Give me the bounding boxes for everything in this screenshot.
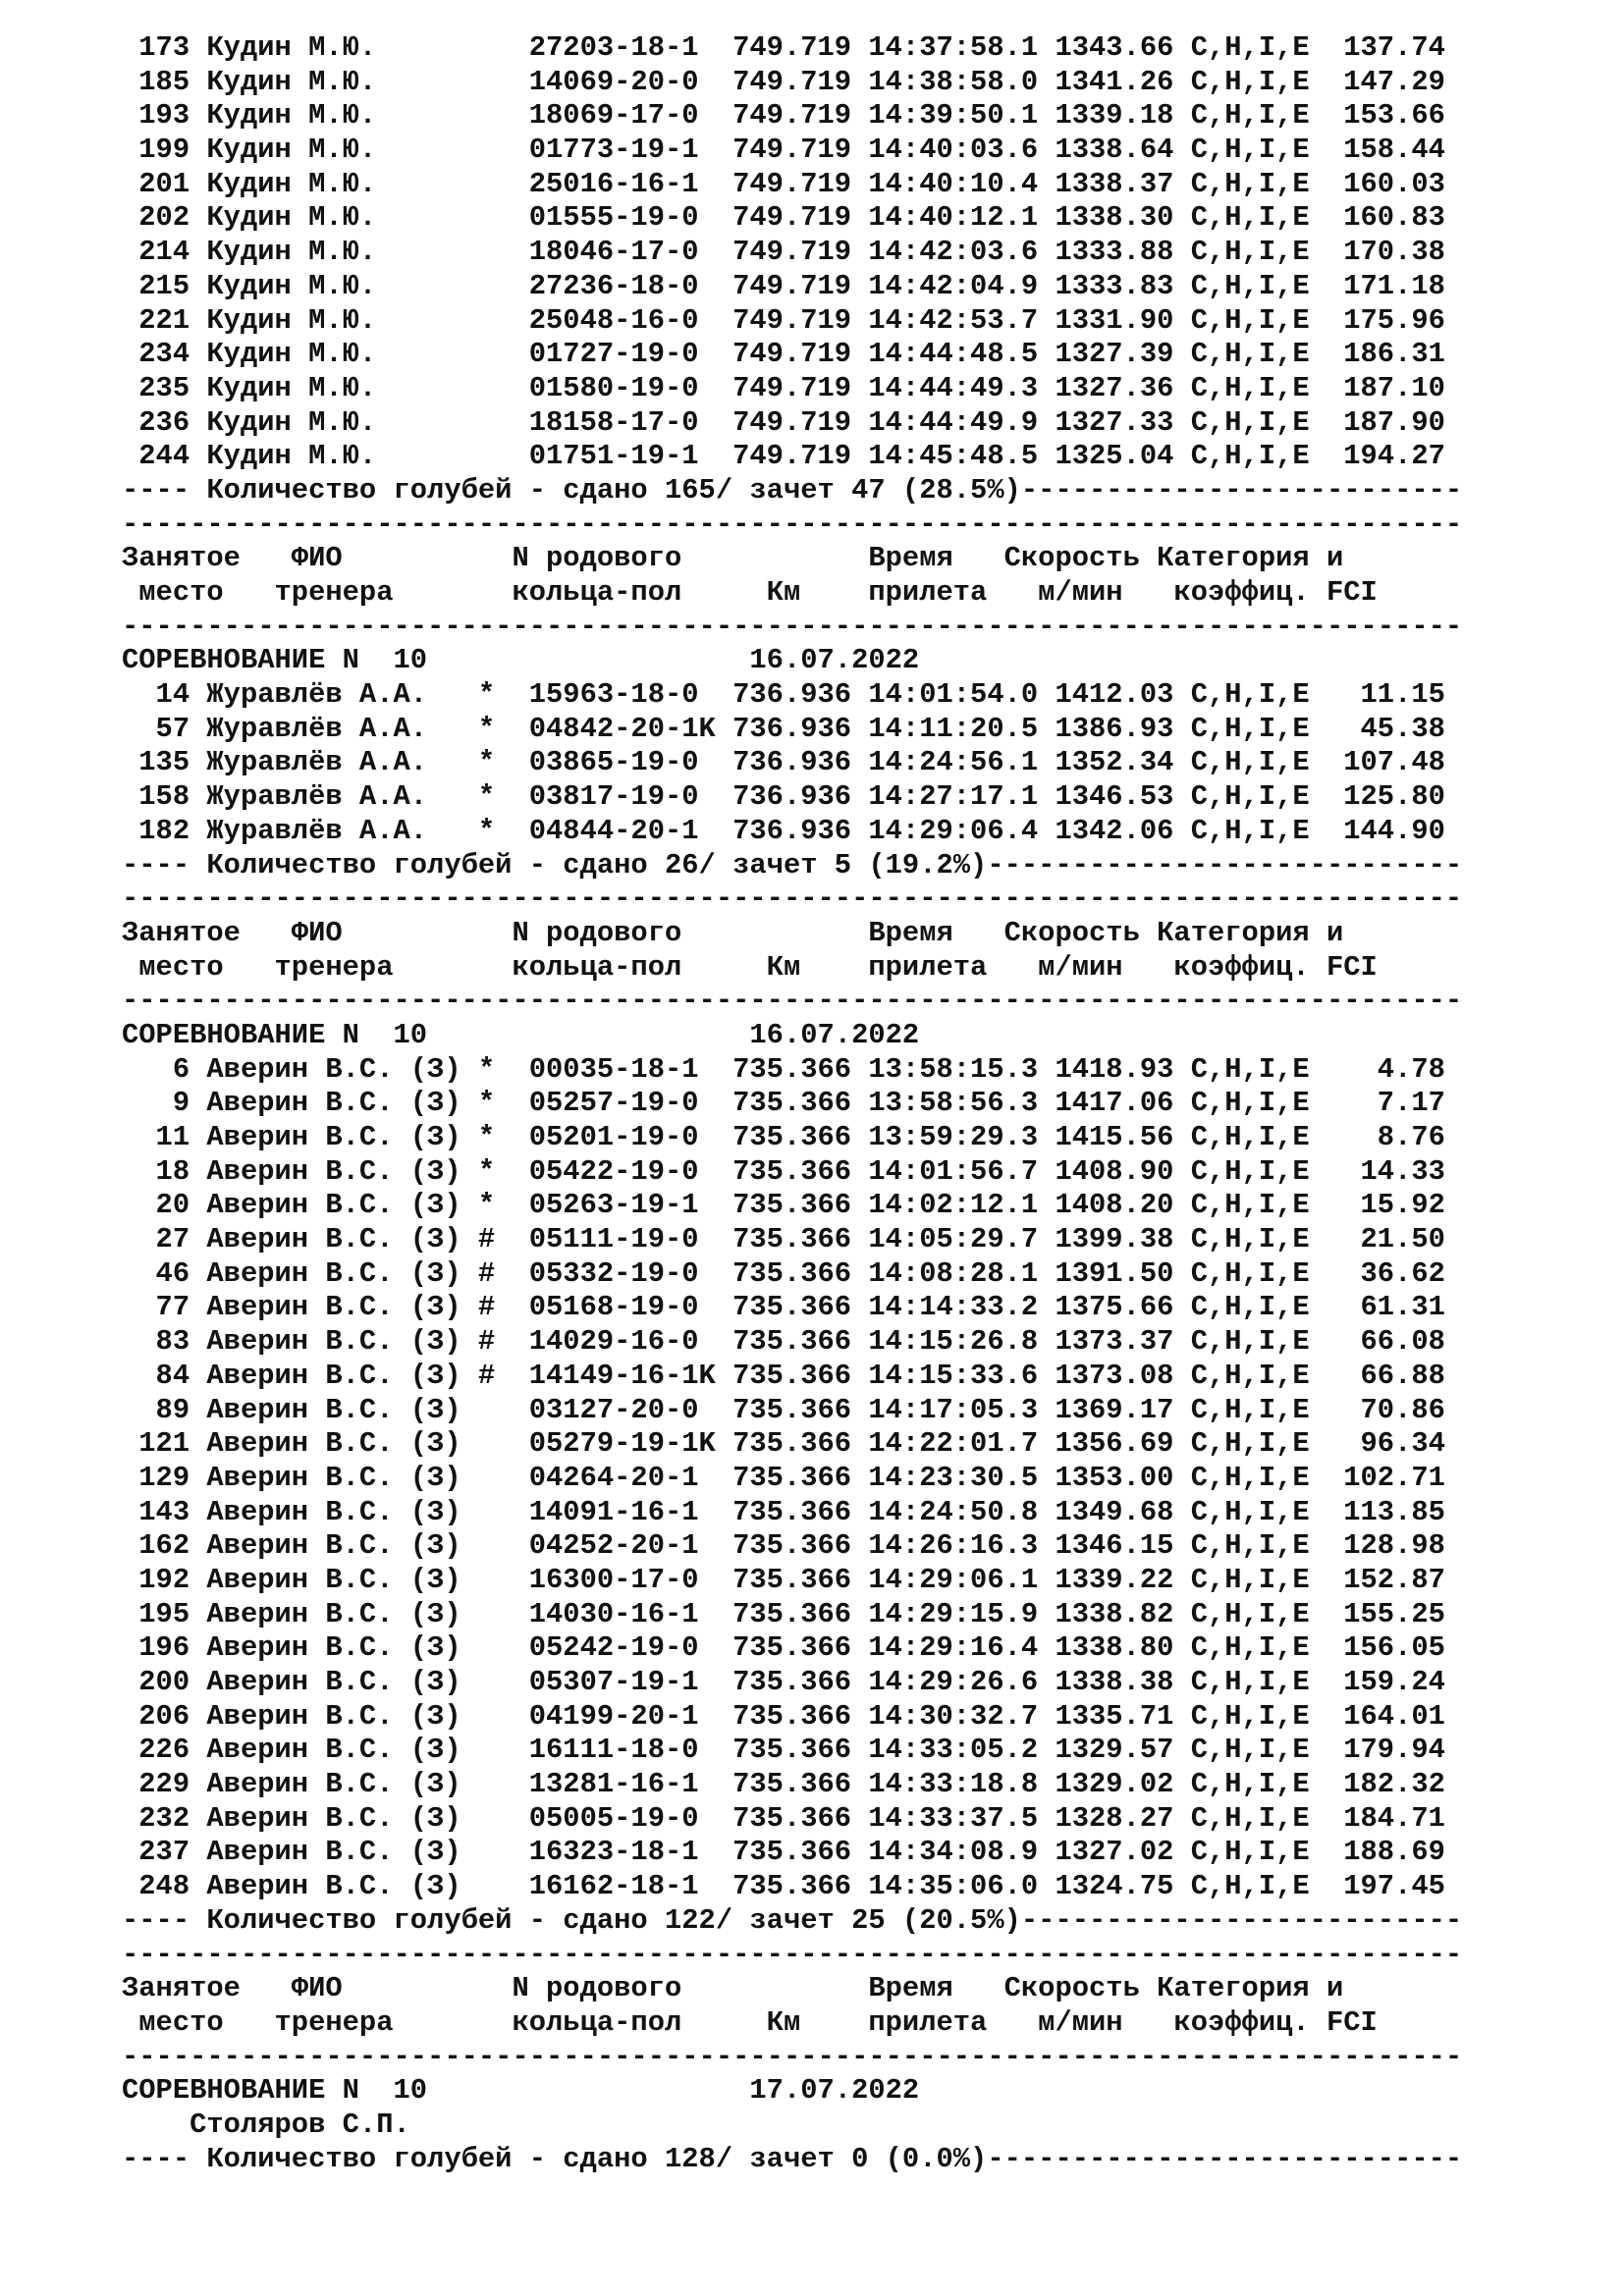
result-row: 192 Аверин В.С. (З) 16300-17-0 735.366 14:29:06.1 1339.22 C,H,I,E 152.87 (122, 1563, 1445, 1596)
separator-line: ------------------------------------------------------------------------------- (122, 1938, 1463, 1971)
participant-name: Столяров С.П. (122, 2108, 410, 2141)
result-row: 14 Журавлёв А.А. * 15963-18-0 736.936 14:01:54.0 1412.03 C,H,I,E 11.15 (122, 678, 1445, 712)
column-header-row-1: Занятое ФИО N родового Время Скорость Категория и (122, 916, 1344, 949)
result-row: 129 Аверин В.С. (З) 04264-20-1 735.366 14:23:30.5 1353.00 C,H,I,E 102.71 (122, 1461, 1445, 1494)
result-row: 248 Аверин В.С. (З) 16162-18-1 735.366 14:35:06.0 1324.75 C,H,I,E 197.45 (122, 1870, 1445, 1903)
column-header-row-1: Занятое ФИО N родового Время Скорость Категория и (122, 1972, 1344, 2005)
result-row: 226 Аверин В.С. (З) 16111-18-0 735.366 14:33:05.2 1329.57 C,H,I,E 179.94 (122, 1734, 1445, 1767)
summary-line: ---- Количество голубей - сдано 26/ зачет 5 (19.2%)---------------------------- (122, 848, 1463, 881)
result-row: 221 Кудин М.Ю. 25048-16-0 749.719 14:42:53.7 1331.90 C,H,I,E 175.96 (122, 303, 1445, 337)
summary-line: ---- Количество голубей - сдано 165/ зачет 47 (28.5%)-------------------------- (122, 473, 1463, 507)
summary-line: ---- Количество голубей - сдано 122/ зачет 25 (20.5%)-------------------------- (122, 1903, 1463, 1937)
separator-line: ------------------------------------------------------------------------------- (122, 985, 1463, 1018)
result-row: 9 Аверин В.С. (З) * 05257-19-0 735.366 13:58:56.3 1417.06 C,H,I,E 7.17 (122, 1087, 1445, 1120)
result-row: 237 Аверин В.С. (З) 16323-18-1 735.366 14:34:08.9 1327.02 C,H,I,E 188.69 (122, 1836, 1445, 1869)
summary-line: ---- Количество голубей - сдано 128/ зачет 0 (0.0%)---------------------------- (122, 2142, 1463, 2175)
result-row: 143 Аверин В.С. (З) 14091-16-1 735.366 14:24:50.8 1349.68 C,H,I,E 113.85 (122, 1495, 1445, 1528)
separator-line: ------------------------------------------------------------------------------- (122, 882, 1463, 916)
result-row: 235 Кудин М.Ю. 01580-19-0 749.719 14:44:49.3 1327.36 C,H,I,E 187.10 (122, 371, 1445, 404)
result-row: 244 Кудин М.Ю. 01751-19-1 749.719 14:45:48.5 1325.04 C,H,I,E 194.27 (122, 440, 1445, 473)
result-row: 173 Кудин М.Ю. 27203-18-1 749.719 14:37:58.1 1343.66 C,H,I,E 137.74 (122, 31, 1445, 64)
result-row: 206 Аверин В.С. (З) 04199-20-1 735.366 14:30:32.7 1335.71 C,H,I,E 164.01 (122, 1699, 1445, 1733)
result-row: 135 Журавлёв А.А. * 03865-19-0 736.936 14:24:56.1 1352.34 C,H,I,E 107.48 (122, 746, 1445, 779)
competition-title: СОРЕВНОВАНИЕ N 10 16.07.2022 (122, 644, 920, 677)
result-row: 89 Аверин В.С. (З) 03127-20-0 735.366 14:17:05.3 1369.17 C,H,I,E 70.86 (122, 1393, 1445, 1426)
result-row: 200 Аверин В.С. (З) 05307-19-1 735.366 14:29:26.6 1338.38 C,H,I,E 159.24 (122, 1666, 1445, 1698)
separator-line: ------------------------------------------------------------------------------- (122, 2040, 1463, 2073)
column-header-row-2: место тренера кольца-пол Км прилета м/мин коэффиц. FCI (122, 576, 1378, 609)
column-header-row-1: Занятое ФИО N родового Время Скорость Категория и (122, 542, 1344, 575)
result-row: 162 Аверин В.С. (З) 04252-20-1 735.366 14:26:16.3 1346.15 C,H,I,E 128.98 (122, 1529, 1445, 1563)
result-row: 236 Кудин М.Ю. 18158-17-0 749.719 14:44:49.9 1327.33 C,H,I,E 187.90 (122, 405, 1445, 439)
result-row: 215 Кудин М.Ю. 27236-18-0 749.719 14:42:04.9 1333.83 C,H,I,E 171.18 (122, 269, 1445, 302)
result-row: 121 Аверин В.С. (З) 05279-19-1K 735.366 14:22:01.7 1356.69 C,H,I,E 96.34 (122, 1427, 1445, 1461)
results-document (122, 31, 1595, 2176)
result-row: 6 Аверин В.С. (З) * 00035-18-1 735.366 13:58:15.3 1418.93 C,H,I,E 4.78 (122, 1052, 1445, 1086)
column-header-row-2: место тренера кольца-пол Км прилета м/мин коэффиц. FCI (122, 950, 1378, 984)
result-row: 201 Кудин М.Ю. 25016-16-1 749.719 14:40:10.4 1338.37 C,H,I,E 160.03 (122, 167, 1445, 200)
result-row: 232 Аверин В.С. (З) 05005-19-0 735.366 14:33:37.5 1328.27 C,H,I,E 184.71 (122, 1801, 1445, 1835)
result-row: 57 Журавлёв А.А. * 04842-20-1K 736.936 14:11:20.5 1386.93 C,H,I,E 45.38 (122, 712, 1445, 745)
result-row: 18 Аверин В.С. (З) * 05422-19-0 735.366 14:01:56.7 1408.90 C,H,I,E 14.33 (122, 1154, 1445, 1188)
result-row: 234 Кудин М.Ю. 01727-19-0 749.719 14:44:48.5 1327.39 C,H,I,E 186.31 (122, 338, 1445, 371)
result-row: 182 Журавлёв А.А. * 04844-20-1 736.936 14:29:06.4 1342.06 C,H,I,E 144.90 (122, 814, 1445, 847)
result-row: 83 Аверин В.С. (З) # 14029-16-0 735.366 14:15:26.8 1373.37 C,H,I,E 66.08 (122, 1325, 1445, 1359)
result-row: 199 Кудин М.Ю. 01773-19-1 749.719 14:40:03.6 1338.64 C,H,I,E 158.44 (122, 133, 1445, 167)
separator-line: ------------------------------------------------------------------------------- (122, 507, 1463, 541)
result-row: 193 Кудин М.Ю. 18069-17-0 749.719 14:39:50.1 1339.18 C,H,I,E 153.66 (122, 99, 1445, 133)
competition-title: СОРЕВНОВАНИЕ N 10 16.07.2022 (122, 1018, 920, 1051)
separator-line: ------------------------------------------------------------------------------- (122, 610, 1463, 643)
competition-title: СОРЕВНОВАНИЕ N 10 17.07.2022 (122, 2074, 920, 2108)
result-row: 27 Аверин В.С. (З) # 05111-19-0 735.366 14:05:29.7 1399.38 C,H,I,E 21.50 (122, 1223, 1445, 1256)
result-row: 46 Аверин В.С. (З) # 05332-19-0 735.366 14:08:28.1 1391.50 C,H,I,E 36.62 (122, 1256, 1445, 1290)
column-header-row-2: место тренера кольца-пол Км прилета м/мин коэффиц. FCI (122, 2005, 1378, 2039)
result-row: 77 Аверин В.С. (З) # 05168-19-0 735.366 14:14:33.2 1375.66 C,H,I,E 61.31 (122, 1291, 1445, 1324)
result-row: 20 Аверин В.С. (З) * 05263-19-1 735.366 14:02:12.1 1408.20 C,H,I,E 15.92 (122, 1189, 1445, 1222)
result-row: 11 Аверин В.С. (З) * 05201-19-0 735.366 13:59:29.3 1415.56 C,H,I,E 8.76 (122, 1121, 1445, 1153)
result-row: 158 Журавлёв А.А. * 03817-19-0 736.936 14:27:17.1 1346.53 C,H,I,E 125.80 (122, 780, 1445, 814)
result-row: 84 Аверин В.С. (З) # 14149-16-1K 735.366 14:15:33.6 1373.08 C,H,I,E 66.88 (122, 1359, 1445, 1392)
result-row: 185 Кудин М.Ю. 14069-20-0 749.719 14:38:58.0 1341.26 C,H,I,E 147.29 (122, 65, 1445, 98)
result-row: 229 Аверин В.С. (З) 13281-16-1 735.366 14:33:18.8 1329.02 C,H,I,E 182.32 (122, 1768, 1445, 1801)
result-row: 214 Кудин М.Ю. 18046-17-0 749.719 14:42:03.6 1333.88 C,H,I,E 170.38 (122, 236, 1445, 269)
result-row: 196 Аверин В.С. (З) 05242-19-0 735.366 14:29:16.4 1338.80 C,H,I,E 156.05 (122, 1631, 1445, 1665)
result-row: 202 Кудин М.Ю. 01555-19-0 749.719 14:40:12.1 1338.30 C,H,I,E 160.83 (122, 201, 1445, 235)
result-row: 195 Аверин В.С. (З) 14030-16-1 735.366 14:29:15.9 1338.82 C,H,I,E 155.25 (122, 1597, 1445, 1630)
